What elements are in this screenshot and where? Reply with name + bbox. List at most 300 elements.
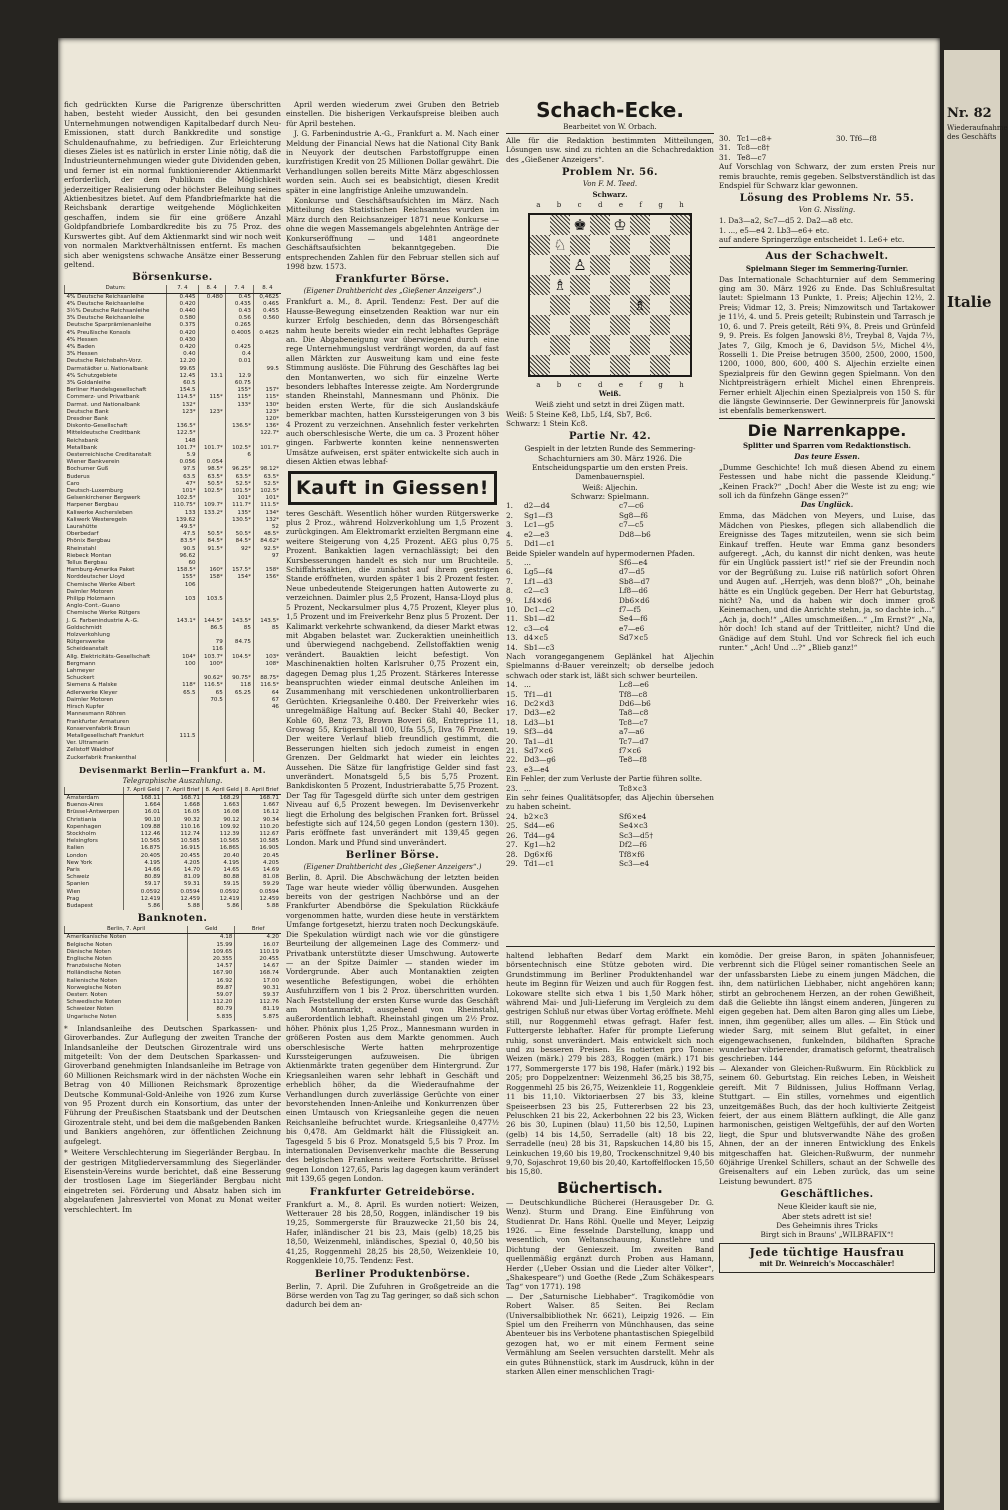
table-row <box>65 632 282 639</box>
board-square <box>550 355 570 375</box>
move-cell: Dd3—g6 <box>524 755 556 765</box>
move-cell: 31. <box>719 143 731 153</box>
row-value: 0.420 <box>167 344 198 351</box>
row-label: Buenos-Aires <box>66 802 104 809</box>
row-value: 0.430 <box>167 337 198 344</box>
row-value <box>198 517 225 524</box>
move-cell <box>836 153 935 162</box>
row-value <box>198 726 225 733</box>
row-value: 16.875 <box>123 845 162 852</box>
banknoten-table <box>64 926 281 1021</box>
hausfrau-ad-sub: mit Dr. Weinreich's Moccaschäler! <box>759 1258 895 1268</box>
row-value: 103 <box>167 596 198 603</box>
row-value <box>225 632 253 639</box>
hausfrau-ad <box>719 1243 935 1273</box>
row-label: Konservenfabrik Braun <box>66 725 131 732</box>
row-value: 1.667 <box>242 802 281 809</box>
row-value <box>253 380 281 387</box>
newspaper-sheet <box>58 38 940 1503</box>
table-row <box>65 502 282 509</box>
board-square <box>570 235 590 255</box>
table-row <box>65 896 282 903</box>
move-row <box>506 821 714 830</box>
board-square <box>590 335 610 355</box>
row-label: Laurahütte <box>66 524 98 531</box>
row-value: 17.00 <box>235 978 281 985</box>
row-value: 0.056 <box>167 459 198 466</box>
board-square <box>590 315 610 335</box>
row-value <box>198 560 225 567</box>
row-value: 101.5* <box>225 488 253 495</box>
move-cell: Tf8—c8 <box>619 689 648 699</box>
table-header-cell: 7. April Brief <box>163 787 203 795</box>
board-square <box>530 215 550 235</box>
row-label: Gelsenkirchener Bergwerk <box>66 495 141 502</box>
move-cell: 27. <box>506 840 518 850</box>
row-value: 12.459 <box>163 896 203 903</box>
move-cell: 15. <box>506 689 518 699</box>
move-cell: e3—e4 <box>524 764 550 774</box>
row-label: Brüssel-Antwerpen <box>66 809 120 816</box>
row-label: 4% Deutsche Reichsanleihe <box>66 300 145 307</box>
table-row <box>65 992 282 999</box>
problem-white-pieces: Weiß: 5 Steine Ke8, Lb5, Lf4, Sb7, Bc6. <box>506 409 652 419</box>
produktenboerse-text: Berlin, 7. April. Die Zufuhren in Großgetreide an die Börse werden von Tag zu Tag geringer, so daß sich schon dadurch bei dem an- <box>286 1281 499 1310</box>
row-label: Darmstädter u. Nationalbank <box>66 365 148 372</box>
row-value: 12.9 <box>225 373 253 380</box>
table-row <box>65 704 282 711</box>
board-square <box>570 355 590 375</box>
move-cell: Sd7×c6 <box>524 746 554 756</box>
row-value: 50.5* <box>225 531 253 538</box>
buechertisch-text-3: komödie. Der greise Baron, in späten Johannisfeuer, verbrennt sich die Flügel seiner romantischen Seele an der unfassbarsten Liebe zu einem jungen Mädchen, die ihn, dem natürlichen Liebhaber, nicht angehören kann; stirbt an gebrochenem Herzen, an der rohen Gewißheit, daß die Geliebte ihn längst einem anderen, Jüngeren zu eigen gegeben hat. Dem alten Baron ging alles um Liebe, innen, ihm gegenüber, alles um alles. — Ein Stück und wieder Sarg, mit seinem Blut gefaltet, in einer eigengewachsenen, funkelnden, bildhaften Sprache wunderbar vibrierender, dramatisch geformt, theatralisch geschrieben. 144 <box>719 951 935 1064</box>
row-value: 16.915 <box>163 845 203 852</box>
row-label: Daimler Motoren <box>66 588 114 595</box>
table-row <box>65 603 282 610</box>
row-label: Schuckert <box>66 675 95 682</box>
row-value <box>225 524 253 531</box>
problem-title: Problem Nr. 56. <box>561 167 659 179</box>
row-label: Daimler Motoren <box>66 696 114 703</box>
produktenboerse-heading: Berliner Produktenbörse. <box>314 1268 471 1280</box>
row-label: Tellus Bergbau <box>66 560 108 567</box>
row-value: 65.25 <box>225 690 253 697</box>
table-row <box>65 817 282 824</box>
row-value: 16.12 <box>242 809 281 816</box>
getreideboerse-text: Frankfurt a. M., 8. April. Es wurden notiert: Weizen, Wetterauer 28 bis 28,50, Roggen, inländischer 19 bis 19,25, Sommergerste für Brauzwecke 21,50 bis 24, Hafer, inländischer 21 bis 23, Mais (gelb) 18,25 bis 18,50, Weizenmehl, inländisches, Spezial 0, 40,50 bis 41,25, Roggenmehl 28,25 bis 28,50, Weizenkleie 10, Roggenkleie 10,75. Tendenz: Fest. <box>286 1199 499 1266</box>
row-label: Berliner Handelsgesellschaft <box>66 387 147 394</box>
row-value: 5.835 <box>188 1014 235 1021</box>
row-label: Hirsch Kupfer <box>66 704 105 711</box>
board-file-label: h <box>679 201 684 210</box>
berliner-boerse-text: Berlin, 8. April. Die Abschwächung der letzten beiden Tage war heute wieder völlig überwunden. Ausgehen bereits von der gestrigen Nachbörse und an der Frankfurter Abendbörse die Spekulation Rückkäufe vorgenommen hatte, wurden diese heute in verstärktem Umfange fortgesetzt, hierzu traten noch Deckungskäufe. Die Spekulation würdigt nach wie vor die günstigere Beurteilung der allgemeinen Lage des Commerz- und Privatbank unterstützte dieser Umschwung. Autowerte — an der Spitze Daimler — standen wieder im Vordergrunde. Aber auch Montanaktien zeigten wesentliche Befestigungen, wobei die erhöhten Ausfuhrziffern von 1 bis 2 Proz. überschritten wurden. Nach Feststellung der ersten Kurse wurde das Geschäft am Montanmarkt, ausgehend von Rheinstahl, außerordentlich lebhaft. Rheinstahl gingen um 2½ Proz. höher. Phönix plus 1,25 Proz., Mannesmann wurden in größeren Posten aus dem Markte genommen. Auch oberschlesische Werte hatten mehrprozentige Kurssteigerungen aufzuweisen. Die übrigen Aktienmärkte traten gegenüber dem Hintergrund. Zur Kriegsanleihen waren sehr lebhaft in Geschäft und erheblich höher, da die Wiederaufnahme der Verhandlungen durch zuverlässige Gerüchte von einer bevorstehenden Innen-Anleihe und Konkurrenzen über einen Umtausch von Kriegsanleihe gegen die neuen Reichsanleihe befruchtet wurde. Kriegsanleihe 0,477½ bis 0,478. Am Geldmarkt hält die Flüssigkeit an. Tagesgeld 5 bis 6 Proz. Monatsgeld 5,5 bis 7 Proz. Im internationalen Devisenverkehr machte die Besserung des belgischen Frankens weitere Fortschritte. Brüssel gegen London 127,65, Paris lag dagegen kaum verändert mit 139,65 gegen London. <box>286 873 499 1184</box>
row-value <box>198 330 225 337</box>
row-value: 101.7* <box>198 445 225 452</box>
table-row <box>65 697 282 704</box>
board-square <box>590 275 610 295</box>
row-value: 101* <box>167 488 198 495</box>
table-row <box>65 639 282 646</box>
row-value <box>225 711 253 718</box>
row-value: 91.5* <box>198 546 225 553</box>
row-value: 1.664 <box>123 802 162 809</box>
row-value <box>253 632 281 639</box>
row-value <box>225 610 253 617</box>
table-row <box>65 824 282 831</box>
row-value <box>253 344 281 351</box>
row-value <box>198 344 225 351</box>
row-value <box>253 719 281 726</box>
table-row <box>65 956 282 963</box>
row-value: 70.5 <box>198 697 225 704</box>
row-value <box>253 740 281 747</box>
row-value: 1.668 <box>163 802 203 809</box>
table-row <box>65 358 282 365</box>
table-row <box>65 881 282 888</box>
table-row <box>65 831 282 838</box>
table-row <box>65 495 282 502</box>
row-value <box>225 589 253 596</box>
board-square <box>610 335 630 355</box>
row-value <box>253 639 281 646</box>
inlandsanleihe-paragraph: * Inlandsanleihe des Deutschen Sparkassen- und Giroverbandes. Zur Auflegung der zweiten Tranche der Inlandsanleihe der Deutschen Girozentrale wird uns mitgeteilt: Von der dem Deutschen Sparkassen- und Giroverband genehmigten Inlandsanleihe im Betrage von 60 Millionen Reichsmark wird in der nächsten Woche ein Betrag von 40 Millionen Reichsmark 8prozentige Deutsche Kommunal-Gold-Anleihe von 1926 zum Kurse von 95 Prozent durch ein Konsortium, das unter der Führung der Preußischen Staatsbank und der Deutschen Girozentrale steht, und bei dem die maßgebenden Banken und Bankiers angehören, zur öffentlichen Zeichnung aufgelegt. <box>64 1023 281 1146</box>
row-value: 14.57 <box>188 963 235 970</box>
table-row <box>65 531 282 538</box>
board-square <box>530 235 550 255</box>
text: J. G. Farbenindustrie A.-G., Frankfurt a. M. Nach einer Meldung der Financial News hat die National City Bank in Neuyork der deutschen Farbstoffgruppe einen kurzfristigen Kredit von 25 Millionen Dollar gewährt. Die Verhandlungen sollen bereits Mitte März abgeschlossen worden sein. Auch sei es beabsichtigt, diesen Kredit später in eine langfristige Anleihe umzuwandeln. <box>286 129 499 195</box>
board-file-label: g <box>658 381 663 390</box>
row-value <box>225 755 253 762</box>
row-value: 90.31 <box>235 985 281 992</box>
row-label: Bochumer Guß <box>66 466 109 473</box>
row-value: 63.5 <box>167 474 198 481</box>
row-label: Prag <box>66 895 80 902</box>
move-cell: c3—c4 <box>524 623 549 633</box>
row-value: 112.76 <box>235 999 281 1006</box>
row-label: Allg. Elektricitäts-Gesellschaft <box>66 653 151 660</box>
row-label: Oesterreichische Creditanstalt <box>66 451 152 458</box>
row-label: Französische Noten <box>66 963 121 970</box>
game-title: Partie Nr. 42. <box>568 431 652 443</box>
column-feuilleton <box>719 38 935 943</box>
move-cell <box>619 643 714 652</box>
row-value: 134* <box>253 510 281 517</box>
row-label: Zellstoff Waldhof <box>66 747 114 754</box>
table-row <box>65 711 282 718</box>
move-cell: Se4—f6 <box>619 614 648 624</box>
move-cell: Tc8×c3 <box>619 783 647 793</box>
moves-block-2 <box>506 558 714 652</box>
table-row <box>65 459 282 466</box>
row-value: 10.565 <box>123 838 162 845</box>
row-label: Lahmeyer <box>66 668 95 675</box>
produkten-continued: haltend lebhaften Bedarf dem Markt ein börsentechnisch eine Stütze geboten wird. Die Grundstimmung im Berliner Produktenhandel war heute im Beginn für Weizen und auch für Roggen fest. Lokoware stellte sich etwa 1 bis 1,50 Mark höher, während Mai- und Juli-Lieferung im Vergleich zu dem gestrigen Schluß nur etwas über Vortag eröffnete. Mehl still, nur Roggenmehl etwas gefragt. Hafer fest. Futtergerste lebhafter. Hafer für prompte Lieferung ruhig, sonst unverändert. Mais entwickelt sich noch und zu besseren Preisen. Es notierten pro Tonne: Weizen (märk.) 279 bis 283, Roggen (märk.) 171 bis 177, Sommergerste 177 bis 198, Hafer (märk.) 192 bis 205; pro Doppelzentner: Weizenmehl 36,25 bis 38,75, Roggenmehl 25 bis 26,75, Weizenkleie 11, Roggenkleie 11 bis 11,10. Viktoriaerbsen 27 bis 33, kleine Speiseerbsen 23 bis 25, Futtererbsen 22 bis 23, Peluschken 21 bis 22, Ackerbohnen 22 bis 23, Wicken 26 bis 30, Lupinen (blau) 11,50 bis 12,50, Lupinen (gelb) 14 bis 14,50, Serradelle (alt) 18 bis 22, Serradelle (neu) 28 bis 31, Rapskuchen 14,80 bis 15, Leinkuchen 19,60 bis 19,80, Trockenschnitzel 9,40 bis 9,70, Sojaschrot 19,60 bis 20,40, Kartoffelflocken 15,50 bis 15,80. <box>506 951 714 1177</box>
solution-title: Lösung des Problems Nr. 55. <box>739 193 915 205</box>
table-header-row <box>65 787 282 795</box>
board-square <box>570 295 590 315</box>
move-cell: Dd3—e2 <box>524 708 556 718</box>
row-value: 60 <box>167 560 198 567</box>
row-label: Goldschmidt <box>66 624 102 631</box>
white-bishop-icon: ♗ <box>633 296 647 315</box>
row-value: 48.5* <box>253 531 281 538</box>
row-value: 63.5* <box>198 474 225 481</box>
market-para-1 <box>286 100 499 271</box>
buechertisch-text-2: — Der „Saturnische Liebhaber“. Tragikomödie von Robert Walser. 85 Seiten. Bei Reclam (Universalbibliothek Nr. 6621), Leipzig 1926. — Ein Spiel um den Freiherrn von Münchhausen, das seine Abenteuer bis ins Verbotene phantastischen Spiegelbild gezogen hat, wo er mit einem Ferment seine Vermählung am Seelen versuchten darstellt. Mehr als ein gutes Bühnenstück, stark im Ausdruck, kühn in der starken Allen einer menschlichen Tragi- <box>506 1291 714 1377</box>
row-value: 85 <box>253 625 281 632</box>
row-value: 10.585 <box>242 838 281 845</box>
bottom-col-right <box>719 951 935 1501</box>
row-label: Deutsch-Luxemburg <box>66 488 123 494</box>
move-cell: Df2—f6 <box>619 840 647 850</box>
move-cell <box>836 143 935 152</box>
board-square <box>650 215 670 235</box>
move-cell: ... <box>524 680 531 690</box>
move-cell: 25. <box>506 821 518 831</box>
move-row <box>719 134 935 143</box>
geschaeftliches-heading: Geschäftliches. <box>780 1189 874 1201</box>
row-value: 97 <box>253 553 281 560</box>
game-black-player: Schwarz: Spielmann. <box>570 492 650 502</box>
row-value: 122.7* <box>253 430 281 437</box>
row-value <box>167 675 198 682</box>
board-square <box>650 255 670 275</box>
table-row <box>65 574 282 581</box>
row-value <box>167 726 198 733</box>
row-label: Anglo-Cont.-Guano <box>66 603 120 610</box>
move-row <box>506 501 714 510</box>
row-value: 115* <box>198 394 225 401</box>
board-square <box>570 275 590 295</box>
row-value: 109.7* <box>198 502 225 509</box>
move-cell: Sb1—c3 <box>524 642 555 652</box>
move-cell: 17. <box>506 708 518 718</box>
devisen-title: Devisenmarkt Berlin—Frankfurt a. M. <box>78 764 267 775</box>
table-row <box>65 610 282 617</box>
row-value <box>167 603 198 610</box>
move-row <box>506 831 714 840</box>
buechertisch-text-1: — Deutschkundliche Bücherei (Herausgeber Dr. G. Wenz). Sturm und Drang. Eine Einführung von Studienrat Dr. Hans Röhl. Quelle und Meyer, Leipzig 1926. — Eine fesselnde Darstellung, knapp und wesentlich, von Weltanschauung, Kunstlehre und Dichtung der Genieszeit. Im zweiten Band quellenmäßig ergänzt durch Proben aus Hamann, Herder („Ueber Ossian und die Lieder alter Völker“, „Shakespeare“) und Goethe (Rede „Zum Schäkespears Tag“ von 1771). 198 <box>506 1197 714 1292</box>
row-value <box>253 747 281 754</box>
row-value <box>225 747 253 754</box>
unglueck-heading: Das Unglück. <box>800 500 854 510</box>
row-value: 47.5 <box>167 531 198 538</box>
table-row <box>65 373 282 380</box>
board-square <box>530 355 550 375</box>
row-value <box>253 711 281 718</box>
hausfrau-ad-title: Jede tüchtige Hausfrau <box>749 1245 905 1259</box>
table-row <box>65 690 282 697</box>
move-row <box>506 624 714 633</box>
table-row <box>65 860 282 867</box>
table-header-cell: 8. April Brief <box>242 787 281 795</box>
move-row <box>506 680 714 689</box>
divider <box>719 418 935 419</box>
move-cell: Dc1—c2 <box>524 604 555 614</box>
move-row <box>506 840 714 849</box>
column-chess <box>506 38 714 943</box>
problem-task: Weiß zieht und setzt in drei Zügen matt. <box>535 400 685 410</box>
moves-block-4 <box>506 784 714 793</box>
row-value: 4.195 <box>202 860 241 867</box>
game-comment-1: Beide Spieler wandeln auf hypermodernen Pfaden. <box>506 548 695 558</box>
move-row <box>506 643 714 652</box>
row-label: Holzverkohlung <box>66 632 110 639</box>
board-file-label: f <box>639 201 642 210</box>
essen-heading: Das teure Essen. <box>794 451 860 461</box>
table-row <box>65 582 282 589</box>
row-value: 0.465 <box>253 301 281 308</box>
row-value: 118* <box>167 682 198 689</box>
row-value: 97.5 <box>167 466 198 473</box>
row-value: 168.71 <box>163 794 203 802</box>
row-value: 12.20 <box>167 358 198 365</box>
row-value: 108* <box>253 661 281 668</box>
board-square <box>650 235 670 255</box>
row-value <box>198 452 225 459</box>
move-cell: Ta8—c8 <box>619 708 649 718</box>
game-comment-2: Nach vorangegangenem Geplänkel hat Aljechin Spielmanns d-Bauer vereinzelt; ob derselbe jedoch schwach oder stark ist, läßt sich schwer beurteilen. <box>506 651 714 680</box>
text: April werden wiederum zwei Gruben den Betrieb einstellen. Die bisherigen Verkaufspreise bleiben auch für April bestehen. <box>286 100 499 128</box>
row-value <box>253 646 281 653</box>
table-row <box>65 474 282 481</box>
table-row <box>65 553 282 560</box>
row-value <box>225 719 253 726</box>
row-value <box>198 755 225 762</box>
table-row <box>65 903 282 910</box>
move-row <box>506 727 714 736</box>
row-label: Belgische Noten <box>66 941 112 948</box>
table-row <box>65 344 282 351</box>
move-cell: 23. <box>506 783 518 793</box>
column-finance <box>64 38 281 1503</box>
move-row <box>506 511 714 520</box>
row-value <box>253 351 281 358</box>
board-file-label: c <box>577 381 582 390</box>
table-row <box>65 567 282 574</box>
row-label: Deutsche Bank <box>66 408 109 415</box>
solution-author: Von G. Nissling. <box>798 206 856 215</box>
row-value: 144.5* <box>198 618 225 625</box>
edge-issue-number: Nr. 82 <box>947 106 992 121</box>
table-row <box>65 524 282 531</box>
row-value <box>198 387 225 394</box>
table-row <box>65 719 282 726</box>
row-value: 59.15 <box>202 881 241 888</box>
table-row <box>65 380 282 387</box>
move-cell: c7—c6 <box>619 501 644 511</box>
move-cell: 28. <box>506 849 518 859</box>
finance-intro: fich gedrückten Kurse die Parigrenze überschritten haben, besteht wieder Aussicht, den bei gesunden Unternehmungen notwendigen Kapitalbedarf durch Neu-Emissionen, statt durch Bankkredite und sonstige Schuldenaufnahme, zu befriedigen. Zur Erleichterung dieses Zieles ist es natürlich in erster Linie nötig, daß die Industrieunternehmungen wieder gute Dividenden geben, und ferner ist ein normal funktionierender Aktienmarkt erforderlich, der dem Publikum die Möglichkeit jederzeitiger Realisierung oder höchster Beleihung seines Aktienbesitzes bietet. Auf dem Pfandbriefmarkte hat die Reichsbank derartige weitgehende Möglichkeiten geschaffen, indem sie für eine größere Anzahl Goldpfandbriefe Lombardkredite bis zu 75 Proz. des Kurswertes gibt. Auf dem Aktienmarkt sind wir noch weit von normalen Marktverhältnissen entfernt. Es machen sich aber wenigstens schwache Ansätze einer Besserung geltend. <box>64 100 281 269</box>
moves-top <box>719 134 935 162</box>
row-value: 111.7* <box>225 502 253 509</box>
row-value: 46 <box>253 704 281 711</box>
table-row <box>65 726 282 733</box>
row-value: 0.054 <box>198 459 225 466</box>
row-value <box>198 358 225 365</box>
row-label: Siemens & Halske <box>66 682 117 689</box>
chess-note: Alle für die Redaktion bestimmten Mitteilungen, Lösungen usw. sind zu richten an die Schachredaktion des „Gießener Anzeigers“. <box>506 136 714 164</box>
game-opening: Damenbauernspiel. <box>575 472 645 481</box>
board-square <box>670 355 690 375</box>
row-value: 155* <box>167 574 198 581</box>
board-file-label: c <box>577 201 582 210</box>
row-value <box>225 603 253 610</box>
board-square <box>550 295 570 315</box>
row-value: 115* <box>253 394 281 401</box>
move-cell: 26. <box>506 830 518 840</box>
row-label: Ver. Ultramarin <box>66 740 109 747</box>
row-value: 64 <box>253 690 281 697</box>
row-value <box>225 430 253 437</box>
siegerland-paragraph: * Weitere Verschlechterung im Siegerländer Bergbau. In der gestrigen Mitgliederversammlung des Siegerländer Eisenstein-Vereins wurde berichtet, daß eine Besserung der trostlosen Lage im Siegerländer Bergbau nicht eingetreten sei. Förderung und Absatz haben sich im abgelaufenen Jahresviertel von Monat zu Monat weiter verschlechtert. Im <box>64 1148 281 1214</box>
move-cell: Tf8×f6 <box>619 849 645 859</box>
move-cell: 14. <box>506 642 518 652</box>
row-label: Rheinstahl <box>66 545 97 552</box>
move-cell: 21. <box>506 746 518 756</box>
move-cell: Lf8—d6 <box>619 586 648 596</box>
row-value: 89.87 <box>188 985 235 992</box>
devisen-table <box>64 787 281 910</box>
verse-line-2: Aber stets adrett ist sie! <box>782 1211 872 1221</box>
table-row <box>65 409 282 416</box>
row-value: 5.86 <box>202 903 241 910</box>
row-value <box>167 740 198 747</box>
row-value <box>198 603 225 610</box>
row-value: 10.585 <box>163 838 203 845</box>
row-value: 1.663 <box>202 802 241 809</box>
table-row <box>65 853 282 860</box>
frankfurter-boerse-sub: (Eigener Drahtbericht des „Gießener Anzeigers“.) <box>303 287 482 296</box>
row-value: 16.865 <box>202 845 241 852</box>
move-cell: Ld3—b1 <box>524 717 555 727</box>
table-row <box>65 646 282 653</box>
board-files-bottom <box>528 381 692 389</box>
row-value <box>198 704 225 711</box>
row-label: Philipp Holzmann <box>66 596 116 603</box>
table-row <box>65 394 282 401</box>
row-value <box>253 733 281 740</box>
table-row <box>65 315 282 322</box>
move-cell: 12. <box>506 623 518 633</box>
row-label: Diskonto-Gesellschaft <box>66 423 128 430</box>
move-cell: Tc7—d7 <box>619 736 649 746</box>
table-row <box>65 668 282 675</box>
row-value: 116.5* <box>198 682 225 689</box>
table-row <box>65 452 282 459</box>
row-value: 80.88 <box>202 874 241 881</box>
row-value: 84.75 <box>225 639 253 646</box>
row-value: 81.19 <box>235 1006 281 1013</box>
row-value: 136.5* <box>167 423 198 430</box>
row-value: 112.67 <box>242 831 281 838</box>
move-cell: 29. <box>506 858 518 868</box>
row-value <box>198 438 225 445</box>
row-value: 0.580 <box>167 315 198 322</box>
table-header-row <box>65 285 282 293</box>
row-label: Stockholm <box>66 830 96 837</box>
row-value: 90.32 <box>163 817 203 824</box>
chess-board <box>528 213 692 377</box>
row-value: 0.420 <box>167 330 198 337</box>
row-value: 59.29 <box>242 881 281 888</box>
row-value: 0.4 <box>225 351 253 358</box>
move-cell: 6. <box>506 567 513 577</box>
row-value: 52.5* <box>225 481 253 488</box>
row-label: Italien <box>66 845 84 852</box>
table-row <box>65 985 282 992</box>
move-cell: Kg1—h2 <box>524 840 556 850</box>
